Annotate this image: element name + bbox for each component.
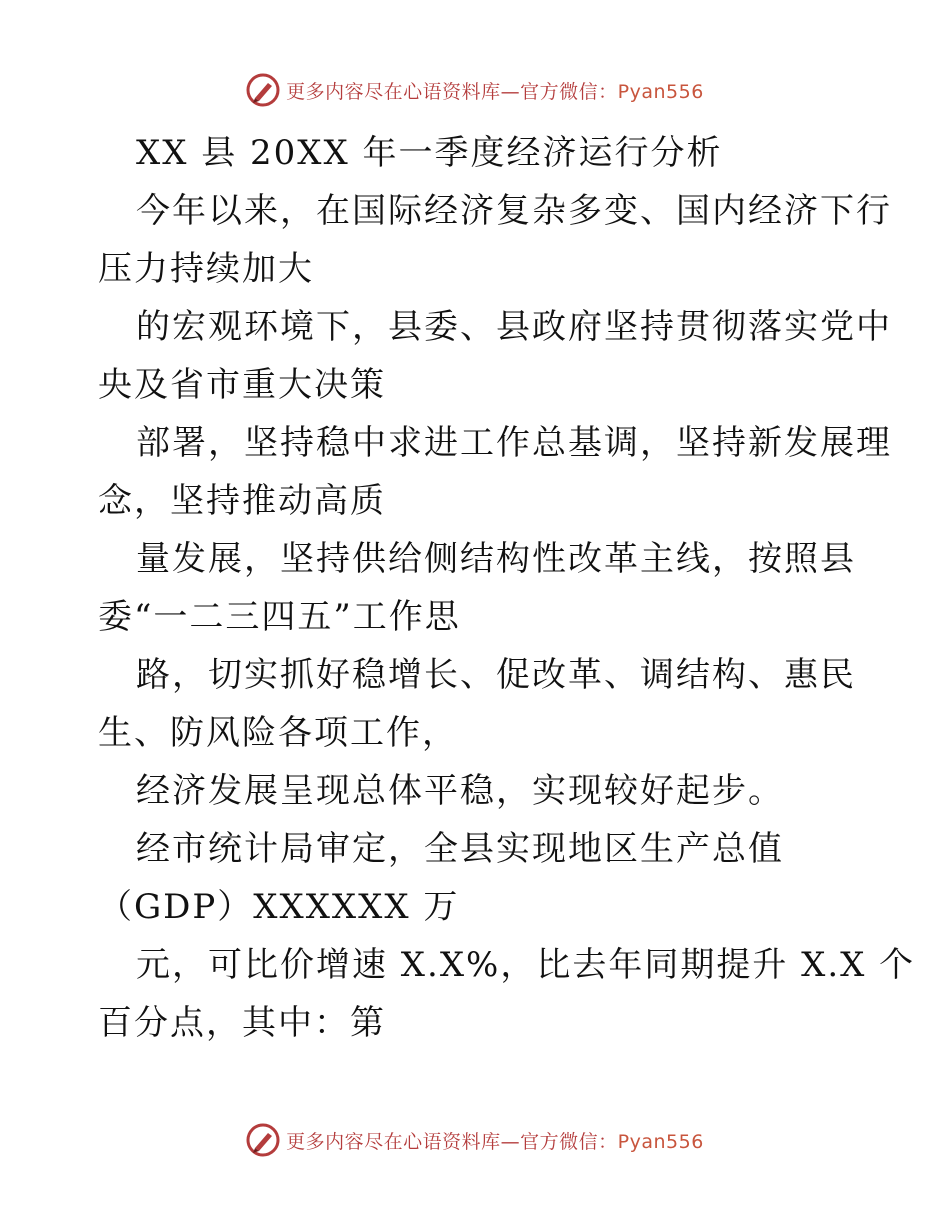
text-line: 路，切实抓好稳增长、促改革、调结构、惠民 [136, 655, 856, 695]
text-line: 念，坚持推动高质 [98, 481, 386, 521]
document-body [98, 124, 916, 1052]
text-line: 生、防风险各项工作， [98, 713, 458, 753]
header-watermark [0, 72, 950, 108]
pen-logo-icon [246, 1123, 280, 1157]
text-line: 部署，坚持稳中求进工作总基调，坚持新发展理 [136, 423, 892, 463]
watermark-label: 更多内容尽在心语资料库—官方微信： [286, 1130, 618, 1153]
text-line: 压力持续加大 [98, 249, 314, 289]
text-line: 央及省市重大决策 [98, 365, 386, 405]
watermark-text [286, 1127, 704, 1154]
text-line: 经济发展呈现总体平稳，实现较好起步。 [136, 771, 784, 811]
text-line: 委“一二三四五”工作思 [98, 597, 461, 637]
footer-watermark [0, 1122, 950, 1158]
document-title: XX 县 20XX 年一季度经济运行分析 [136, 133, 723, 173]
text-line: 元，可比价增速 X.X%，比去年同期提升 X.X 个 [136, 945, 916, 985]
text-line: 量发展，坚持供给侧结构性改革主线，按照县 [136, 539, 856, 579]
pen-logo-icon [246, 73, 280, 107]
text-line: 的宏观环境下，县委、县政府坚持贯彻落实党中 [136, 307, 892, 347]
watermark-wechat-id: Pyan556 [617, 1130, 704, 1153]
text-line: 今年以来，在国际经济复杂多变、国内经济下行 [136, 191, 892, 231]
watermark-label: 更多内容尽在心语资料库—官方微信： [286, 80, 618, 103]
text-line: （GDP）XXXXXX 万 [98, 887, 460, 927]
watermark-text [286, 77, 704, 104]
text-line: 百分点，其中：第 [98, 1003, 386, 1043]
text-line: 经市统计局审定，全县实现地区生产总值 [136, 829, 784, 869]
watermark-wechat-id: Pyan556 [617, 80, 704, 103]
